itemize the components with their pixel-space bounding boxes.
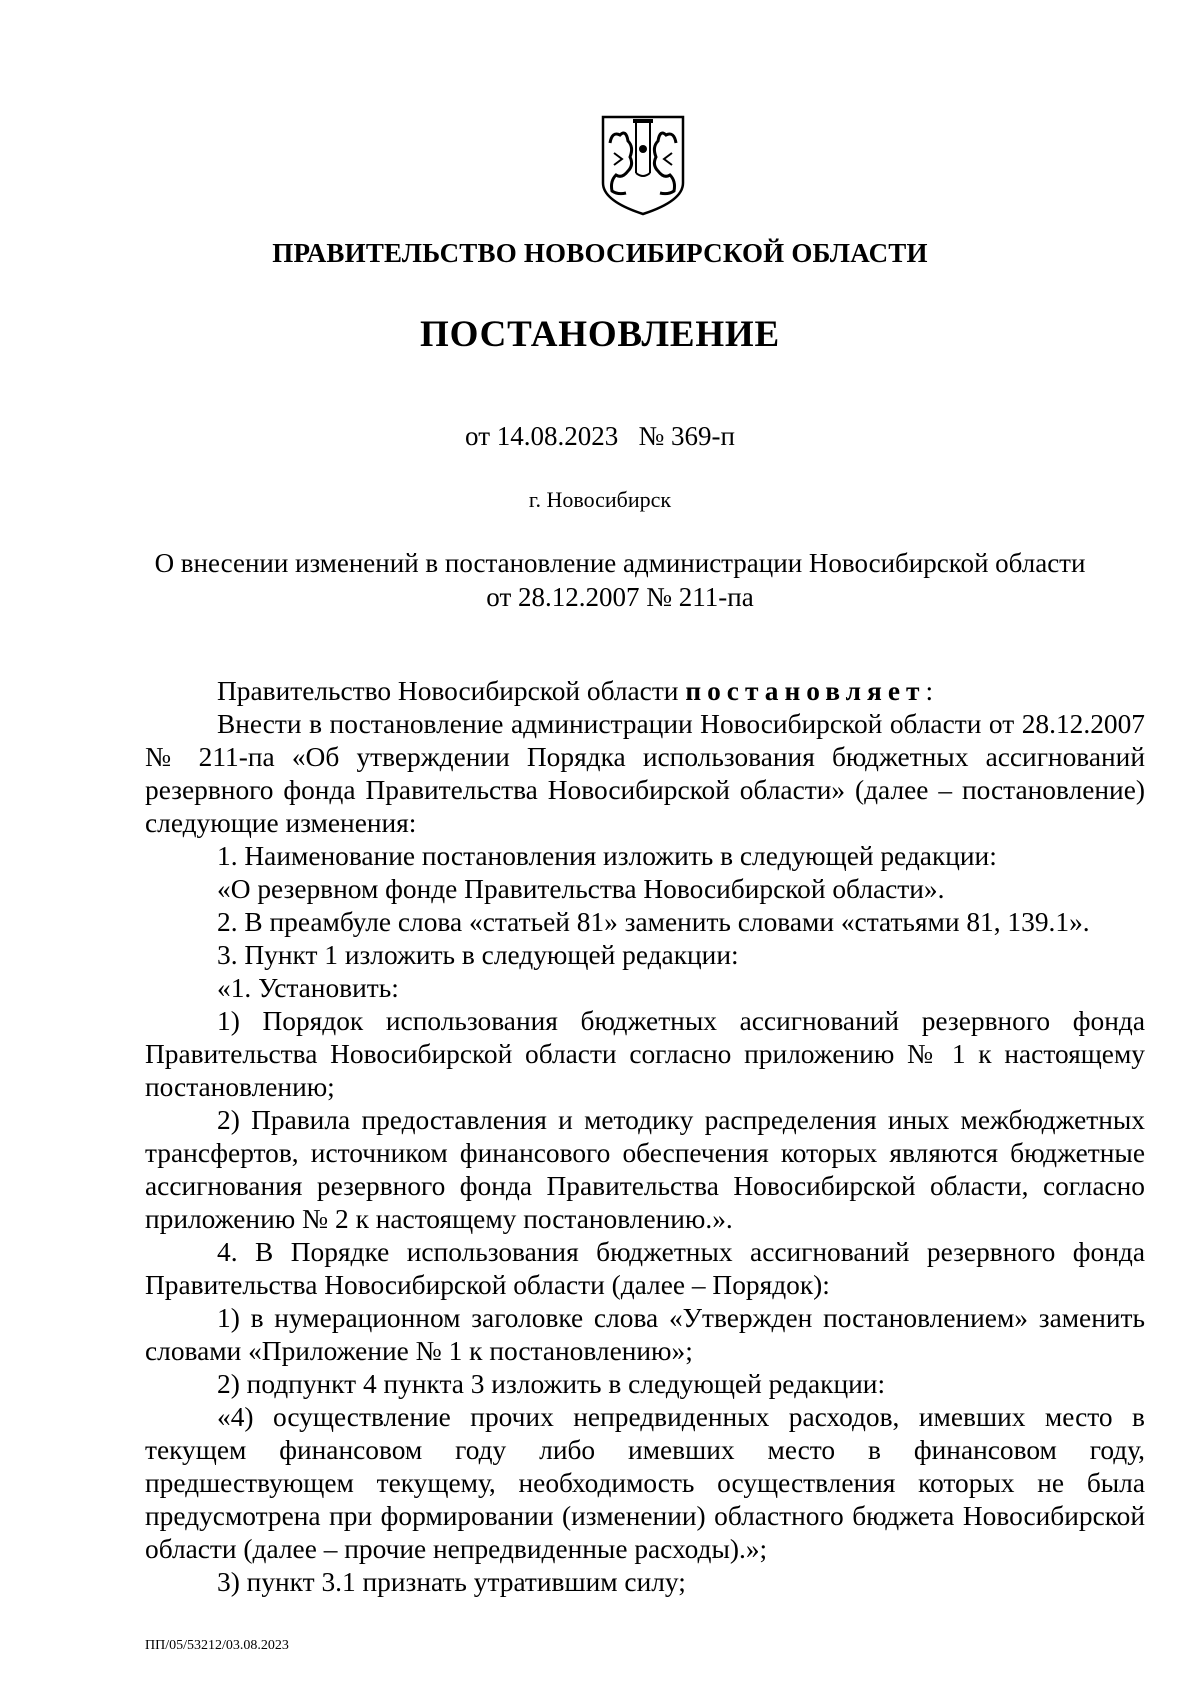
body-paragraph: «4) осуществление прочих непредвиденных расходов, имевших место в текущем финансовом году либо имевших место в финансовом году, предшествующем текущему, необходимость осуществления которых не была предусмотрена при формировании (изменении) областного бюджета Новосибирской области (далее – прочие непредвиденные расходы).»; [145,1402,1145,1564]
document-footer-code: ПП/05/53212/03.08.2023 [145,1638,289,1653]
document-subject [120,546,1120,614]
body-paragraph: Внести в постановление администрации Новосибирской области от 28.12.2007 № 211-па «Об утверждении Порядка использования бюджетных ассигнований резервного фонда Правительства Новосибирской области» (далее – постановление) следующие изменения: [145,709,1145,838]
date-prefix: от [465,421,490,451]
city-line: г. Новосибирск [528,487,672,512]
body-paragraph: 3) пункт 3.1 признать утратившим силу; [217,1567,686,1597]
date-number-line [0,421,1200,452]
body-paragraph: 1. Наименование постановления изложить в следующей редакции: [217,841,997,871]
body-paragraph: 1) в нумерационном заголовке слова «Утвержден постановлением» заменить словами «Приложение № 1 к постановлению»; [145,1303,1145,1366]
document-body [145,675,1145,1599]
body-paragraph: «О резервном фонде Правительства Новосибирской области». [217,874,945,904]
body-paragraph: 1) Порядок использования бюджетных ассигнований резервного фонда Правительства Новосибирской области согласно приложению № 1 к настоящему постановлению; [145,1006,1145,1102]
decree-word: постановляет [685,676,926,706]
coat-of-arms-icon [600,113,686,217]
body-paragraph: 4. В Порядке использования бюджетных ассигнований резервного фонда Правительства Новосибирской области (далее – Порядок): [145,1237,1145,1300]
body-paragraph: 2. В преамбуле слова «статьей 81» заменить словами «статьями 81, 139.1». [217,907,1090,937]
document-number: № 369-п [638,421,735,451]
document-type-title: ПОСТАНОВЛЕНИЕ [419,314,780,355]
intro-prefix: Правительство Новосибирской области [217,676,686,706]
body-paragraph: 3. Пункт 1 изложить в следующей редакции: [217,940,739,970]
organization-name: ПРАВИТЕЛЬСТВО НОВОСИБИРСКОЙ ОБЛАСТИ [272,238,928,268]
body-paragraph: «1. Установить: [217,973,399,1003]
decree-intro [145,675,1145,708]
body-paragraph: 2) подпункт 4 пункта 3 изложить в следующей редакции: [217,1369,886,1399]
subject-line-1: О внесении изменений в постановление администрации Новосибирской области [154,548,1086,578]
body-paragraph: 2) Правила предоставления и методику распределения иных межбюджетных трансфертов, источником финансового обеспечения которых являются бюджетные ассигнования резервного фонда Правительства Новосибирской области, согласно приложению № 2 к настоящему постановлению.». [145,1105,1145,1234]
intro-suffix: : [925,676,934,706]
document-date: 14.08.2023 [496,421,619,451]
subject-line-2: от 28.12.2007 № 211-па [486,582,754,612]
